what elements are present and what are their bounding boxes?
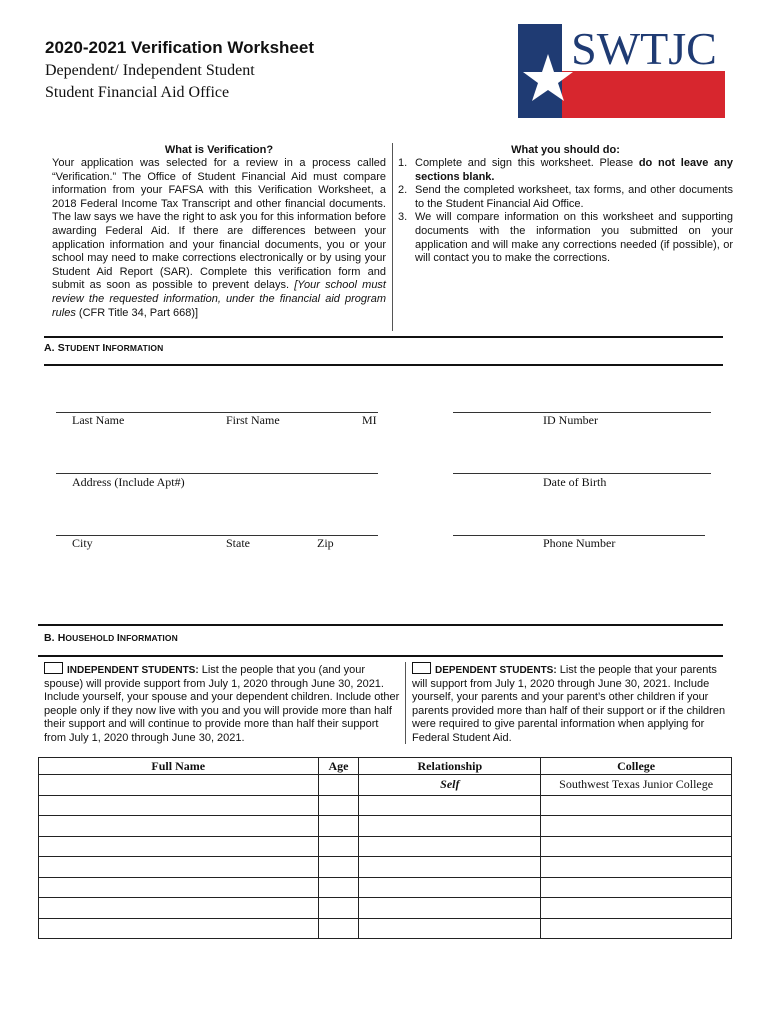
first-name-label: First Name bbox=[226, 413, 280, 427]
cell-full-name[interactable] bbox=[39, 918, 319, 939]
cell-college[interactable] bbox=[541, 877, 732, 898]
verification-heading: What is Verification? bbox=[164, 144, 274, 156]
table-row bbox=[39, 795, 732, 816]
table-row bbox=[39, 816, 732, 837]
cell-age[interactable] bbox=[318, 816, 359, 837]
cell-age[interactable] bbox=[318, 877, 359, 898]
id-number-label: ID Number bbox=[543, 413, 598, 427]
cell-age[interactable] bbox=[318, 775, 359, 796]
column-header-full-name: Full Name bbox=[39, 758, 319, 775]
todo-heading: What you should do: bbox=[511, 144, 620, 156]
table-row bbox=[39, 918, 732, 939]
household-table bbox=[38, 757, 732, 939]
independent-students-block bbox=[44, 662, 400, 746]
cell-college[interactable] bbox=[541, 816, 732, 837]
table-header-row bbox=[39, 758, 732, 775]
verification-text: Your application was selected for a review in a process called “Verification.” The Office of Student Financial Aid must compare information from your FAFSA with this Verification Worksheet, a 2018 Federal Income Tax Transcript and other financial documents. The law says we have the right to ask you for this information before awarding Federal Aid. If there are differences between your application information and your financial documents, you or your school may need to make corrections electronically or by using your Student Aid Report (SAR). Complete this verification form and submit as soon as possible to prevent delays. bbox=[52, 157, 386, 292]
todo-item: 2. Send the completed worksheet, tax forms, and other documents to the Student Financial Aid Office. bbox=[398, 184, 733, 210]
cell-age[interactable] bbox=[318, 836, 359, 857]
cell-full-name[interactable] bbox=[39, 795, 319, 816]
dependent-checkbox[interactable] bbox=[412, 662, 431, 674]
dependent-label: DEPENDENT STUDENTS: bbox=[435, 665, 557, 676]
cell-full-name[interactable] bbox=[39, 898, 319, 919]
section-b-heading: B. HOUSEHOLD INFORMATION bbox=[44, 632, 178, 644]
verification-body bbox=[52, 157, 386, 320]
cell-age[interactable] bbox=[318, 857, 359, 878]
table-row bbox=[39, 836, 732, 857]
cell-relationship[interactable] bbox=[359, 816, 541, 837]
cell-age[interactable] bbox=[318, 898, 359, 919]
cell-college[interactable] bbox=[541, 857, 732, 878]
phone-label: Phone Number bbox=[543, 536, 616, 550]
todo-item: 1. Complete and sign this worksheet. Please do not leave any sections blank. bbox=[398, 157, 733, 183]
table-row bbox=[39, 898, 732, 919]
cell-full-name[interactable] bbox=[39, 816, 319, 837]
independent-label: INDEPENDENT STUDENTS: bbox=[67, 665, 199, 676]
section-a-bottom-rule bbox=[44, 364, 723, 366]
cell-college[interactable] bbox=[541, 795, 732, 816]
verification-note-italic: [Your school must review the requested information, under the financial aid program rules bbox=[52, 279, 386, 319]
column-header-relationship: Relationship bbox=[359, 758, 541, 775]
household-divider bbox=[405, 662, 406, 744]
cell-relationship[interactable]: Self bbox=[359, 775, 541, 796]
cell-relationship[interactable] bbox=[359, 898, 541, 919]
cell-relationship[interactable] bbox=[359, 877, 541, 898]
state-label: State bbox=[226, 536, 250, 550]
logo-text: SWTJC bbox=[571, 24, 717, 74]
column-header-age: Age bbox=[318, 758, 359, 775]
todo-item: 3. We will compare information on this worksheet and supporting documents with the information you submitted on your application and will make any corrections needed (if possible), or will contact you to make the corrections. bbox=[398, 211, 733, 265]
cell-relationship[interactable] bbox=[359, 857, 541, 878]
cell-relationship[interactable] bbox=[359, 918, 541, 939]
cell-college[interactable] bbox=[541, 836, 732, 857]
cell-full-name[interactable] bbox=[39, 836, 319, 857]
column-divider bbox=[392, 143, 393, 331]
independent-text: List the people that you (and your spouse) will provide support from July 1, 2020 through June 30, 2021. Include yourself, your spouse and your dependent children. Include other people only if they now live with you and you will provide more than half their support and will continue to provide more than half their support from July 1, 2020 through June 30, 2021. bbox=[44, 664, 400, 744]
cell-college[interactable]: Southwest Texas Junior College bbox=[541, 775, 732, 796]
cell-college[interactable] bbox=[541, 918, 732, 939]
verification-note-cfr: (CFR Title 34, Part 668)] bbox=[75, 306, 199, 319]
swtjc-logo bbox=[518, 24, 725, 118]
todo-list bbox=[398, 157, 733, 266]
page-subtitle-student-type: Dependent/ Independent Student bbox=[45, 62, 255, 79]
page-subtitle-office: Student Financial Aid Office bbox=[45, 84, 230, 101]
dob-field-line[interactable] bbox=[453, 473, 711, 474]
independent-checkbox[interactable] bbox=[44, 662, 63, 674]
table-row bbox=[39, 857, 732, 878]
column-header-college: College bbox=[541, 758, 732, 775]
cell-relationship[interactable] bbox=[359, 836, 541, 857]
cell-age[interactable] bbox=[318, 795, 359, 816]
dob-label: Date of Birth bbox=[543, 475, 607, 489]
section-a-top-rule bbox=[44, 336, 723, 338]
address-field-line[interactable] bbox=[56, 473, 378, 474]
dependent-students-block bbox=[412, 662, 730, 746]
cell-relationship[interactable] bbox=[359, 795, 541, 816]
cell-college[interactable] bbox=[541, 898, 732, 919]
cell-age[interactable] bbox=[318, 918, 359, 939]
section-b-bottom-rule bbox=[38, 655, 723, 657]
cell-full-name[interactable] bbox=[39, 877, 319, 898]
section-a-heading: A. STUDENT INFORMATION bbox=[44, 342, 164, 354]
section-b-top-rule bbox=[38, 624, 723, 626]
page-title: 2020-2021 Verification Worksheet bbox=[45, 38, 314, 57]
table-row bbox=[39, 877, 732, 898]
address-label: Address (Include Apt#) bbox=[72, 475, 185, 489]
mi-label: MI bbox=[362, 413, 377, 427]
cell-full-name[interactable] bbox=[39, 857, 319, 878]
last-name-label: Last Name bbox=[72, 413, 125, 427]
cell-full-name[interactable] bbox=[39, 775, 319, 796]
dependent-text: List the people that your parents will support from July 1, 2020 through June 30, 2021. Include yourself, your parents and your parent’s other children if your parents provided more than half of their support or if the children were required to give parental information when applying for Federal Student Aid. bbox=[412, 664, 726, 744]
city-label: City bbox=[72, 536, 93, 550]
table-row bbox=[39, 775, 732, 796]
zip-label: Zip bbox=[317, 536, 334, 550]
